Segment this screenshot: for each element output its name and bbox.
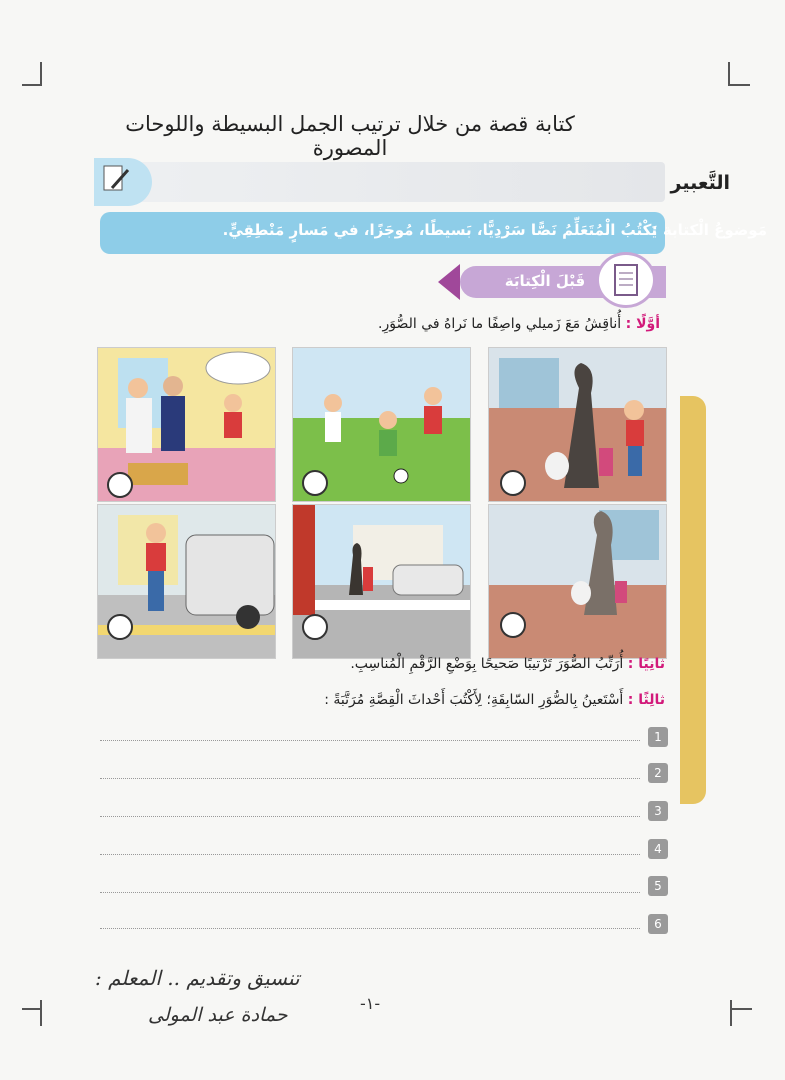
crop-mark (728, 62, 730, 84)
section-banner (100, 162, 665, 202)
page-number: -١- (360, 994, 381, 1013)
question-3-text: أَسْتَعينُ بِالصُّوَرِ السّابِقَةِ؛ لِأَكْتُبَ أَحْداثَ الْقِصَّةِ مُرَتَّبَةً : (324, 692, 624, 708)
page-title: كتابة قصة من خلال ترتيب الجمل البسيطة واللوحات المصورة (125, 112, 575, 160)
crop-mark (22, 1008, 42, 1010)
topic-text: يَكْتُبُ الْمُتَعَلِّمُ نَصًّا سَرْدِيًّا، بَسيطًا، مُوجَزًا، في مَسارٍ مَنْطِقِيٍّ. (222, 221, 657, 239)
notebook-icon (596, 252, 656, 308)
line-number: 4 (648, 839, 668, 859)
crop-mark (40, 1000, 42, 1026)
order-circle[interactable] (107, 472, 133, 498)
question-1-text: أُناقِشُ مَعَ زَميلي واصِفًا ما نَراهُ في الصُّوَرِ. (378, 316, 622, 332)
topic-label: مَوضوعُ الْكتابة : (651, 221, 767, 239)
question-2-text: أُرَتِّبُ الصُّوَرَ تَرْتيبًا صَحيحًا بِوَضْعِ الرَّقْمِ الْمُناسِبِ. (350, 656, 624, 672)
crop-mark (22, 84, 42, 86)
order-circle[interactable] (500, 612, 526, 638)
line-number: 6 (648, 914, 668, 934)
order-circle[interactable] (107, 614, 133, 640)
writing-line[interactable] (100, 854, 640, 855)
order-circle[interactable] (302, 614, 328, 640)
section-header: التَّعبير (670, 172, 730, 194)
order-circle[interactable] (500, 470, 526, 496)
question-1 (378, 316, 660, 332)
question-2-number: ثانِيًا : (627, 656, 665, 672)
line-number: 2 (648, 763, 668, 783)
writing-line[interactable] (100, 892, 640, 893)
crop-mark (728, 84, 750, 86)
line-number: 1 (648, 727, 668, 747)
line-number: 3 (648, 801, 668, 821)
question-2 (350, 656, 665, 672)
teacher-note-line1: تنسيق وتقديم .. المعلم : (95, 966, 300, 990)
question-1-number: أوَّلًا : (625, 316, 660, 332)
crop-mark (40, 62, 42, 84)
question-3 (324, 692, 665, 708)
tab-arrow (438, 264, 460, 300)
writing-line[interactable] (100, 740, 640, 741)
before-writing-label: قَبْلَ الْكِتابَة (504, 272, 586, 290)
crop-mark (730, 1000, 732, 1026)
line-number: 5 (648, 876, 668, 896)
writing-line[interactable] (100, 778, 640, 779)
crop-mark (730, 1008, 752, 1010)
teacher-note-line2: حمادة عبد المولى (148, 1004, 288, 1026)
order-circle[interactable] (302, 470, 328, 496)
writing-line[interactable] (100, 928, 640, 929)
writing-line[interactable] (100, 816, 640, 817)
question-3-number: ثالِثًا : (627, 692, 665, 708)
pen-icon (94, 158, 152, 206)
side-decoration-bar (680, 396, 706, 804)
